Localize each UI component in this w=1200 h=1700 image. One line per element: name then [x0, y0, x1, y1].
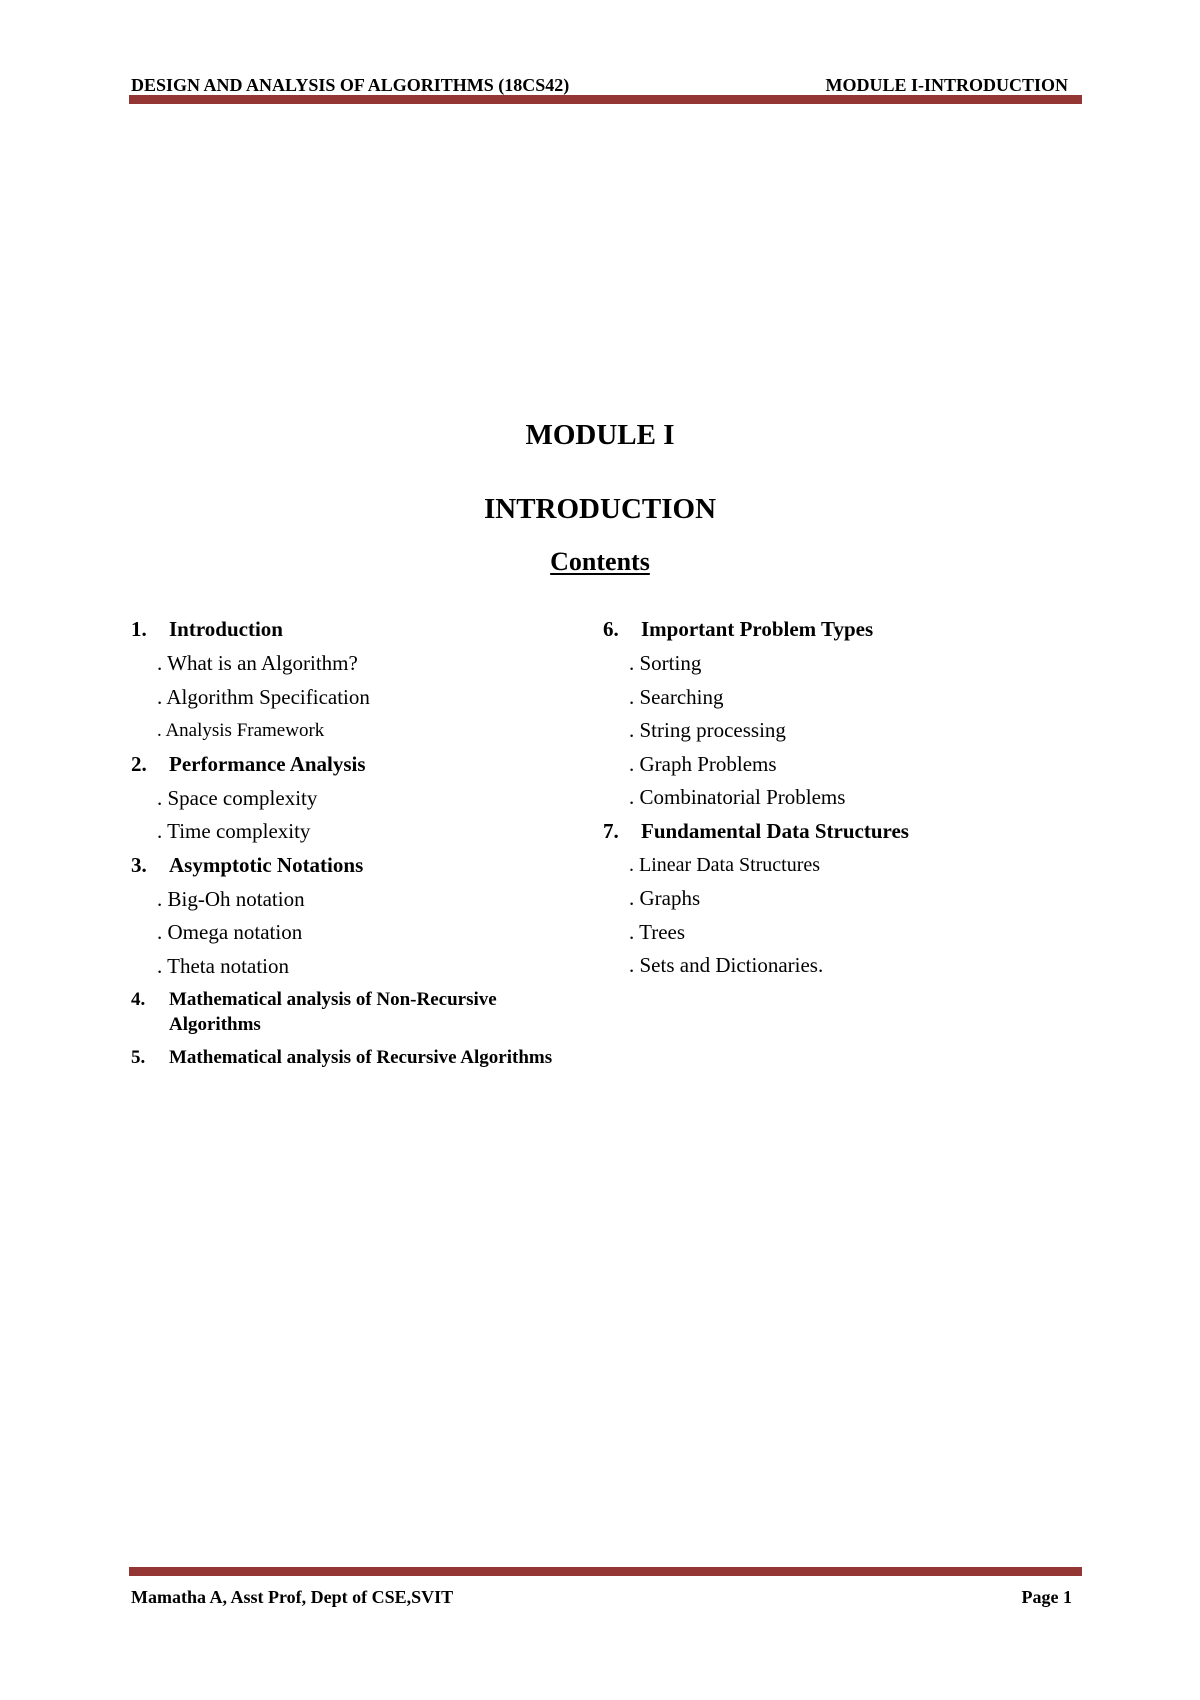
toc-item: . What is an Algorithm? — [157, 651, 358, 675]
toc-section-4 — [131, 987, 571, 1037]
toc-section-1 — [131, 617, 571, 642]
toc-item: . Sets and Dictionaries. — [629, 953, 824, 977]
toc-item: . Graph Problems — [629, 751, 777, 776]
header-module-title: MODULE I-INTRODUCTION — [825, 75, 1068, 95]
toc-section-2 — [131, 752, 571, 777]
toc-section-title: Introduction — [169, 617, 283, 641]
toc-section-7 — [603, 819, 1043, 844]
toc-item: . Space complexity — [157, 785, 318, 810]
toc-item: . Trees — [629, 919, 686, 944]
toc-section-title: Asymptotic Notations — [169, 852, 364, 877]
toc-item: . String processing — [629, 718, 786, 742]
toc-section-number: 6. — [603, 617, 619, 641]
page-footer — [131, 1586, 1082, 1608]
toc-section-number: 4. — [131, 989, 146, 1010]
toc-item: . Sorting — [629, 651, 702, 675]
toc-section-title: Fundamental Data Structures — [641, 818, 909, 843]
toc-section-title: Mathematical analysis of Non-Recursive Algorithms — [169, 989, 497, 1035]
toc-right-column — [603, 617, 1043, 987]
toc-item: . Analysis Framework — [157, 720, 325, 741]
footer-author: Mamatha A, Asst Prof, Dept of CSE,SVIT — [131, 1587, 454, 1607]
contents-heading-text: Contents — [550, 547, 650, 576]
toc-section-3 — [131, 853, 571, 878]
toc-item: . Algorithm Specification — [157, 684, 370, 709]
header-rule — [129, 95, 1082, 104]
toc-item: . Time complexity — [157, 819, 311, 843]
toc-section-number: 5. — [131, 1047, 146, 1068]
toc-item: . Combinatorial Problems — [629, 785, 846, 809]
toc-section-number: 7. — [603, 818, 619, 843]
header-course-title: DESIGN AND ANALYSIS OF ALGORITHMS (18CS42) — [131, 75, 570, 95]
toc-section-6 — [603, 617, 1043, 642]
module-title: MODULE I — [525, 419, 675, 451]
toc-item: . Big-Oh notation — [157, 886, 305, 911]
page-header — [131, 74, 1082, 96]
toc-section-title: Performance Analysis — [169, 751, 366, 776]
page-number: Page 1 — [1021, 1587, 1072, 1607]
introduction-title: INTRODUCTION — [483, 493, 717, 525]
toc-section-5 — [131, 1045, 571, 1070]
toc-item: . Graphs — [629, 886, 701, 910]
toc-item: . Theta notation — [157, 953, 289, 978]
toc-section-number: 2. — [131, 751, 147, 776]
toc-section-title: Important Problem Types — [641, 617, 874, 641]
toc-left-column — [131, 617, 571, 1078]
toc-section-title: Mathematical analysis of Recursive Algorithms — [169, 1047, 553, 1068]
toc-item: . Linear Data Structures — [629, 853, 821, 876]
contents-heading — [0, 547, 1200, 577]
toc-item: . Searching — [629, 684, 724, 709]
toc-item: . Omega notation — [157, 920, 303, 944]
footer-rule — [129, 1567, 1082, 1576]
toc-section-number: 3. — [131, 852, 147, 877]
toc-section-number: 1. — [131, 617, 147, 641]
